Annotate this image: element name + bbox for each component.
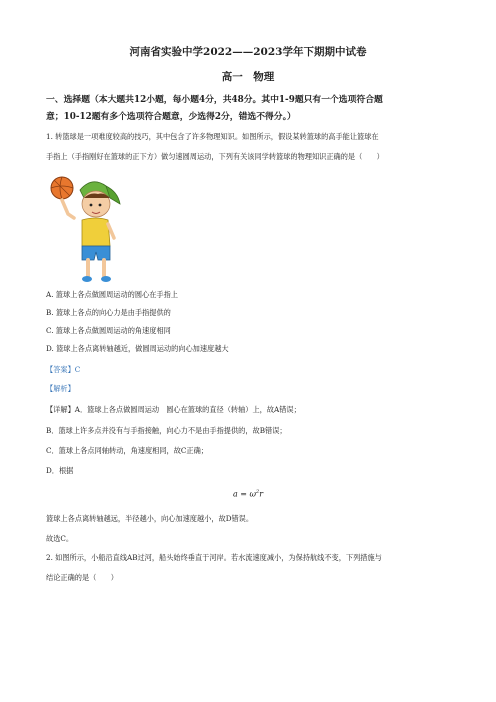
q1-final-choice: 故选C。 <box>46 534 74 543</box>
q2-stem-line1: 2. 如图所示，小船沿直线AB过河，船头始终垂直于河岸。若水流速度减小，为保持航线不变，下列措施与 <box>46 553 382 562</box>
exam-title: 河南省实验中学2022——2023学年下期期中试卷 <box>129 46 367 58</box>
q1-detail-b: B．篮球上许多点并没有与手指接触，向心力不是由手指提供的，故B错误； <box>46 426 287 435</box>
section-heading-line1: 一、选择题（本大题共12小题，每小题4分，共48分。其中1-9题只有一个选项符合题 <box>46 95 383 105</box>
basketball-boy-illustration <box>40 168 122 286</box>
q1-analysis-tag: 【解析】 <box>46 384 75 393</box>
centripetal-acceleration-equation <box>0 489 496 499</box>
q1-detail-d: D．根据 <box>46 466 74 475</box>
q1-detail-c: C．篮球上各点同轴转动，角速度相同，故C正确； <box>46 446 208 455</box>
q1-option-b: B. 篮球上各点的向心力是由手指提供的 <box>46 308 171 317</box>
q1-stem-line1: 1. 转篮球是一项难度较高的技巧，其中包含了许多物理知识。如图所示，假设某转篮球的高手能让篮球在 <box>46 132 379 141</box>
equation-lhs: a <box>232 489 238 499</box>
q1-answer: 【答案】C <box>46 365 81 374</box>
q1-option-d: D. 篮球上各点离转轴越近，做圆周运动的向心加速度越大 <box>46 344 229 353</box>
q1-option-a: A. 篮球上各点做圆周运动的圆心在手指上 <box>46 290 178 299</box>
equation-omega: = ω <box>237 489 257 499</box>
q1-detail-a: 【详解】A．篮球上各点做圆周运动 圆心在篮球的直径（转轴）上，故A错误； <box>46 405 301 414</box>
equation-exponent: 2 <box>256 489 260 495</box>
q2-stem-line2: 结论正确的是（ ） <box>46 573 118 582</box>
q1-stem-line2: 手指上（手指刚好在篮球的正下方）做匀速圆周运动，下列有关该同学转篮球的物理知识正确的是（ ） <box>46 152 384 161</box>
q1-option-c: C. 篮球上各点做圆周运动的角速度相同 <box>46 326 171 335</box>
exam-subtitle: 高一 物理 <box>221 71 275 83</box>
section-heading-line2: 意；10-12题有多个选项符合题意，少选得2分，错选不得分。） <box>46 112 296 122</box>
equation-rhs: r <box>259 489 264 499</box>
q1-detail-d-conclusion: 篮球上各点离转轴越远，半径越小，向心加速度越小，故D错误。 <box>46 514 254 523</box>
